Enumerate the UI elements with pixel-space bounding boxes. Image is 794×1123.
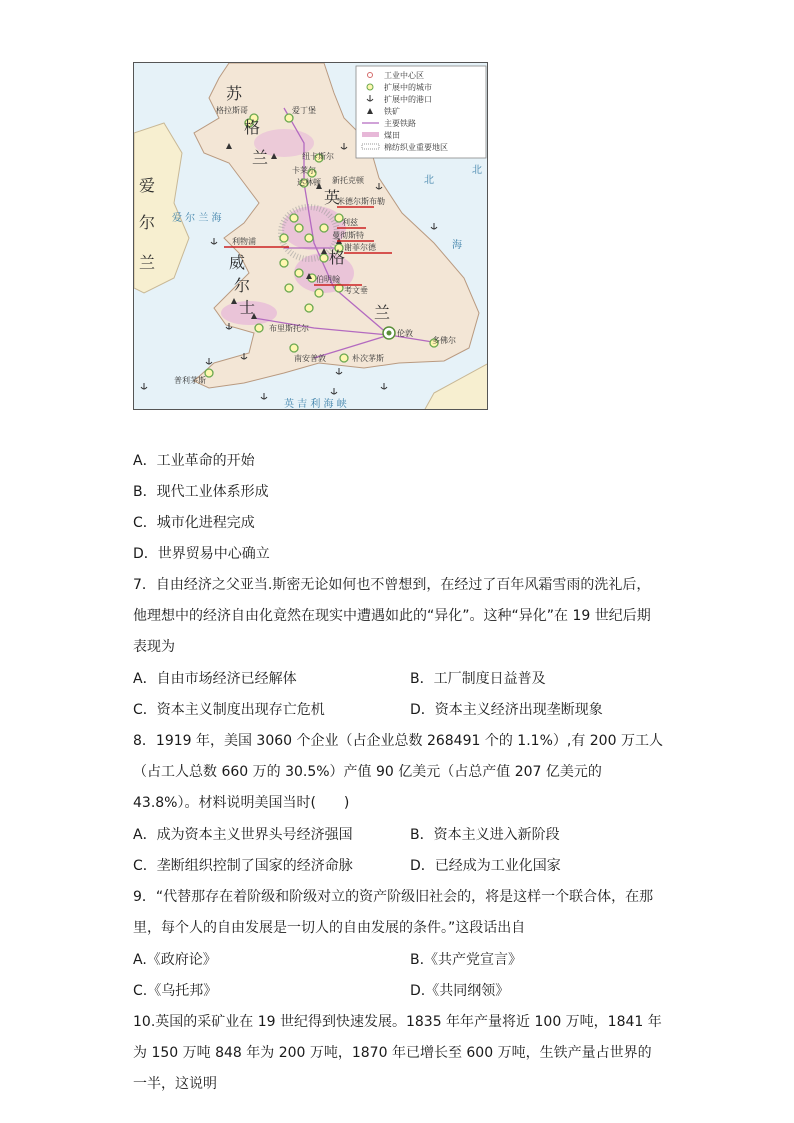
q8-option-a: A．成为资本主义世界头号经济强国 [133,827,353,843]
q9-option-a: A.《政府论》 [133,952,217,968]
region-wales-3: 士 [239,298,256,317]
city-newton: 新托克顿 [332,176,364,185]
city-middlesbrough: 米德尔斯布勒 [337,197,385,206]
q9-option-c: C.《乌托邦》 [133,983,218,999]
region-ireland-3: 兰 [139,253,156,272]
region-scotland-3: 兰 [252,148,269,167]
q8-option-c: C．垄断组织控制了国家的经济命脉 [133,858,353,874]
industrial-map-figure [133,62,488,410]
q6-option-c: C．城市化进程完成 [133,515,255,531]
sea-north-main: 北 [472,165,482,176]
city-dover: 多佛尔 [432,336,456,345]
city-carlisle: 卡莱尔 [292,166,316,175]
legend-expanding-port: 扩展中的港口 [384,95,432,104]
q8-option-b: B．资本主义进入新阶段 [410,827,560,843]
city-leeds: 利兹 [342,218,358,227]
sea-north-1: 北 [424,175,434,186]
legend-expanding-city: 扩展中的城市 [384,83,432,92]
city-edinburgh: 爱丁堡 [292,106,316,115]
legend-railway: 主要铁路 [384,119,416,128]
region-wales-1: 威 [229,253,246,272]
britain-map [134,63,488,410]
q8-stem: 8．1919 年，美国 3060 个企业（占企业总数 268491 个的 1.1%）,有 200 万工人（占工人总数 660 万的 30.5%）产值 90 亿美元（占总产值 207 亿美元的 43.8%）。材料说明美国当时( ) [133,733,663,811]
q7-option-c: C．资本主义制度出现存亡危机 [133,702,325,718]
city-darlington: 达林顿 [297,178,321,187]
q9-option-d: D.《共同纲领》 [410,983,510,999]
sea-north-2: 海 [452,240,462,251]
q9-option-b: B.《共产党宣言》 [410,952,523,968]
q10-stem: 10.英国的采矿业在 19 世纪得到快速发展。1835 年年产量将近 100 万吨，1841 年为 150 万吨 848 年为 200 万吨，1870 年已增长至 600 万吨，生铁产量占世界的一半，这说明 [133,1014,662,1092]
city-liverpool: 利物浦 [232,237,256,246]
region-wales-2: 尔 [234,276,251,295]
city-sheffield: 谢菲尔德 [344,243,376,252]
map-legend [356,66,486,158]
region-scotland-2: 格 [244,118,261,137]
q8-option-d: D．已经成为工业化国家 [410,858,561,874]
q7-stem: 7．自由经济之父亚当.斯密无论如何也不曾想到，在经过了百年风霜雪雨的洗礼后，他理想中的经济自由化竟然在现实中遭遇如此的“异化”。这种“异化”在 19 世纪后期表现为 [133,577,651,655]
region-ireland-1: 爱 [139,176,156,195]
city-london: 伦敦 [397,329,413,338]
legend-coalfield-icon [362,132,379,137]
city-portsmouth: 朴次茅斯 [352,354,384,363]
region-england-2: 格 [329,248,346,267]
city-southampton: 南安普敦 [294,354,326,363]
region-scotland-1: 苏 [226,84,243,103]
region-ireland-2: 尔 [139,213,156,232]
city-manchester: 曼彻斯特 [332,231,364,240]
sea-channel: 英 吉 利 海 峡 [284,399,347,410]
legend-coalfield: 煤田 [384,131,400,140]
city-birmingham: 伯明翰 [316,275,340,284]
q6-option-d: D．世界贸易中心确立 [133,546,270,562]
q9-stem: 9．“代替那存在着阶级和阶级对立的资产阶级旧社会的，将是这样一个联合体，在那里，每个人的自由发展是一切人的自由发展的条件。”这段话出自 [133,889,654,936]
city-coventry: 考文垂 [344,286,368,295]
city-bristol: 布里斯托尔 [269,324,309,333]
q6-option-a: A．工业革命的开始 [133,453,255,469]
legend-city-icon [367,84,373,90]
city-glasgow: 格拉斯哥 [216,106,248,115]
region-england-1: 英 [324,188,341,207]
q7-option-d: D．资本主义经济出现垄断现象 [410,702,603,718]
city-plymouth: 普利茅斯 [174,376,206,385]
region-england-3: 兰 [374,303,391,322]
q7-option-b: B．工厂制度日益普及 [410,671,546,687]
legend-industrial: 工业中心区 [384,71,424,80]
city-newcastle: 纽卡斯尔 [302,152,334,161]
legend-cotton: 棉纺织业重要地区 [384,143,448,152]
legend-iron-mine: 铁矿 [384,107,400,116]
q6-option-b: B．现代工业体系形成 [133,484,269,500]
sea-irish: 爱 尔 兰 海 [172,213,222,224]
q7-option-a: A．自由市场经济已经解体 [133,671,297,687]
